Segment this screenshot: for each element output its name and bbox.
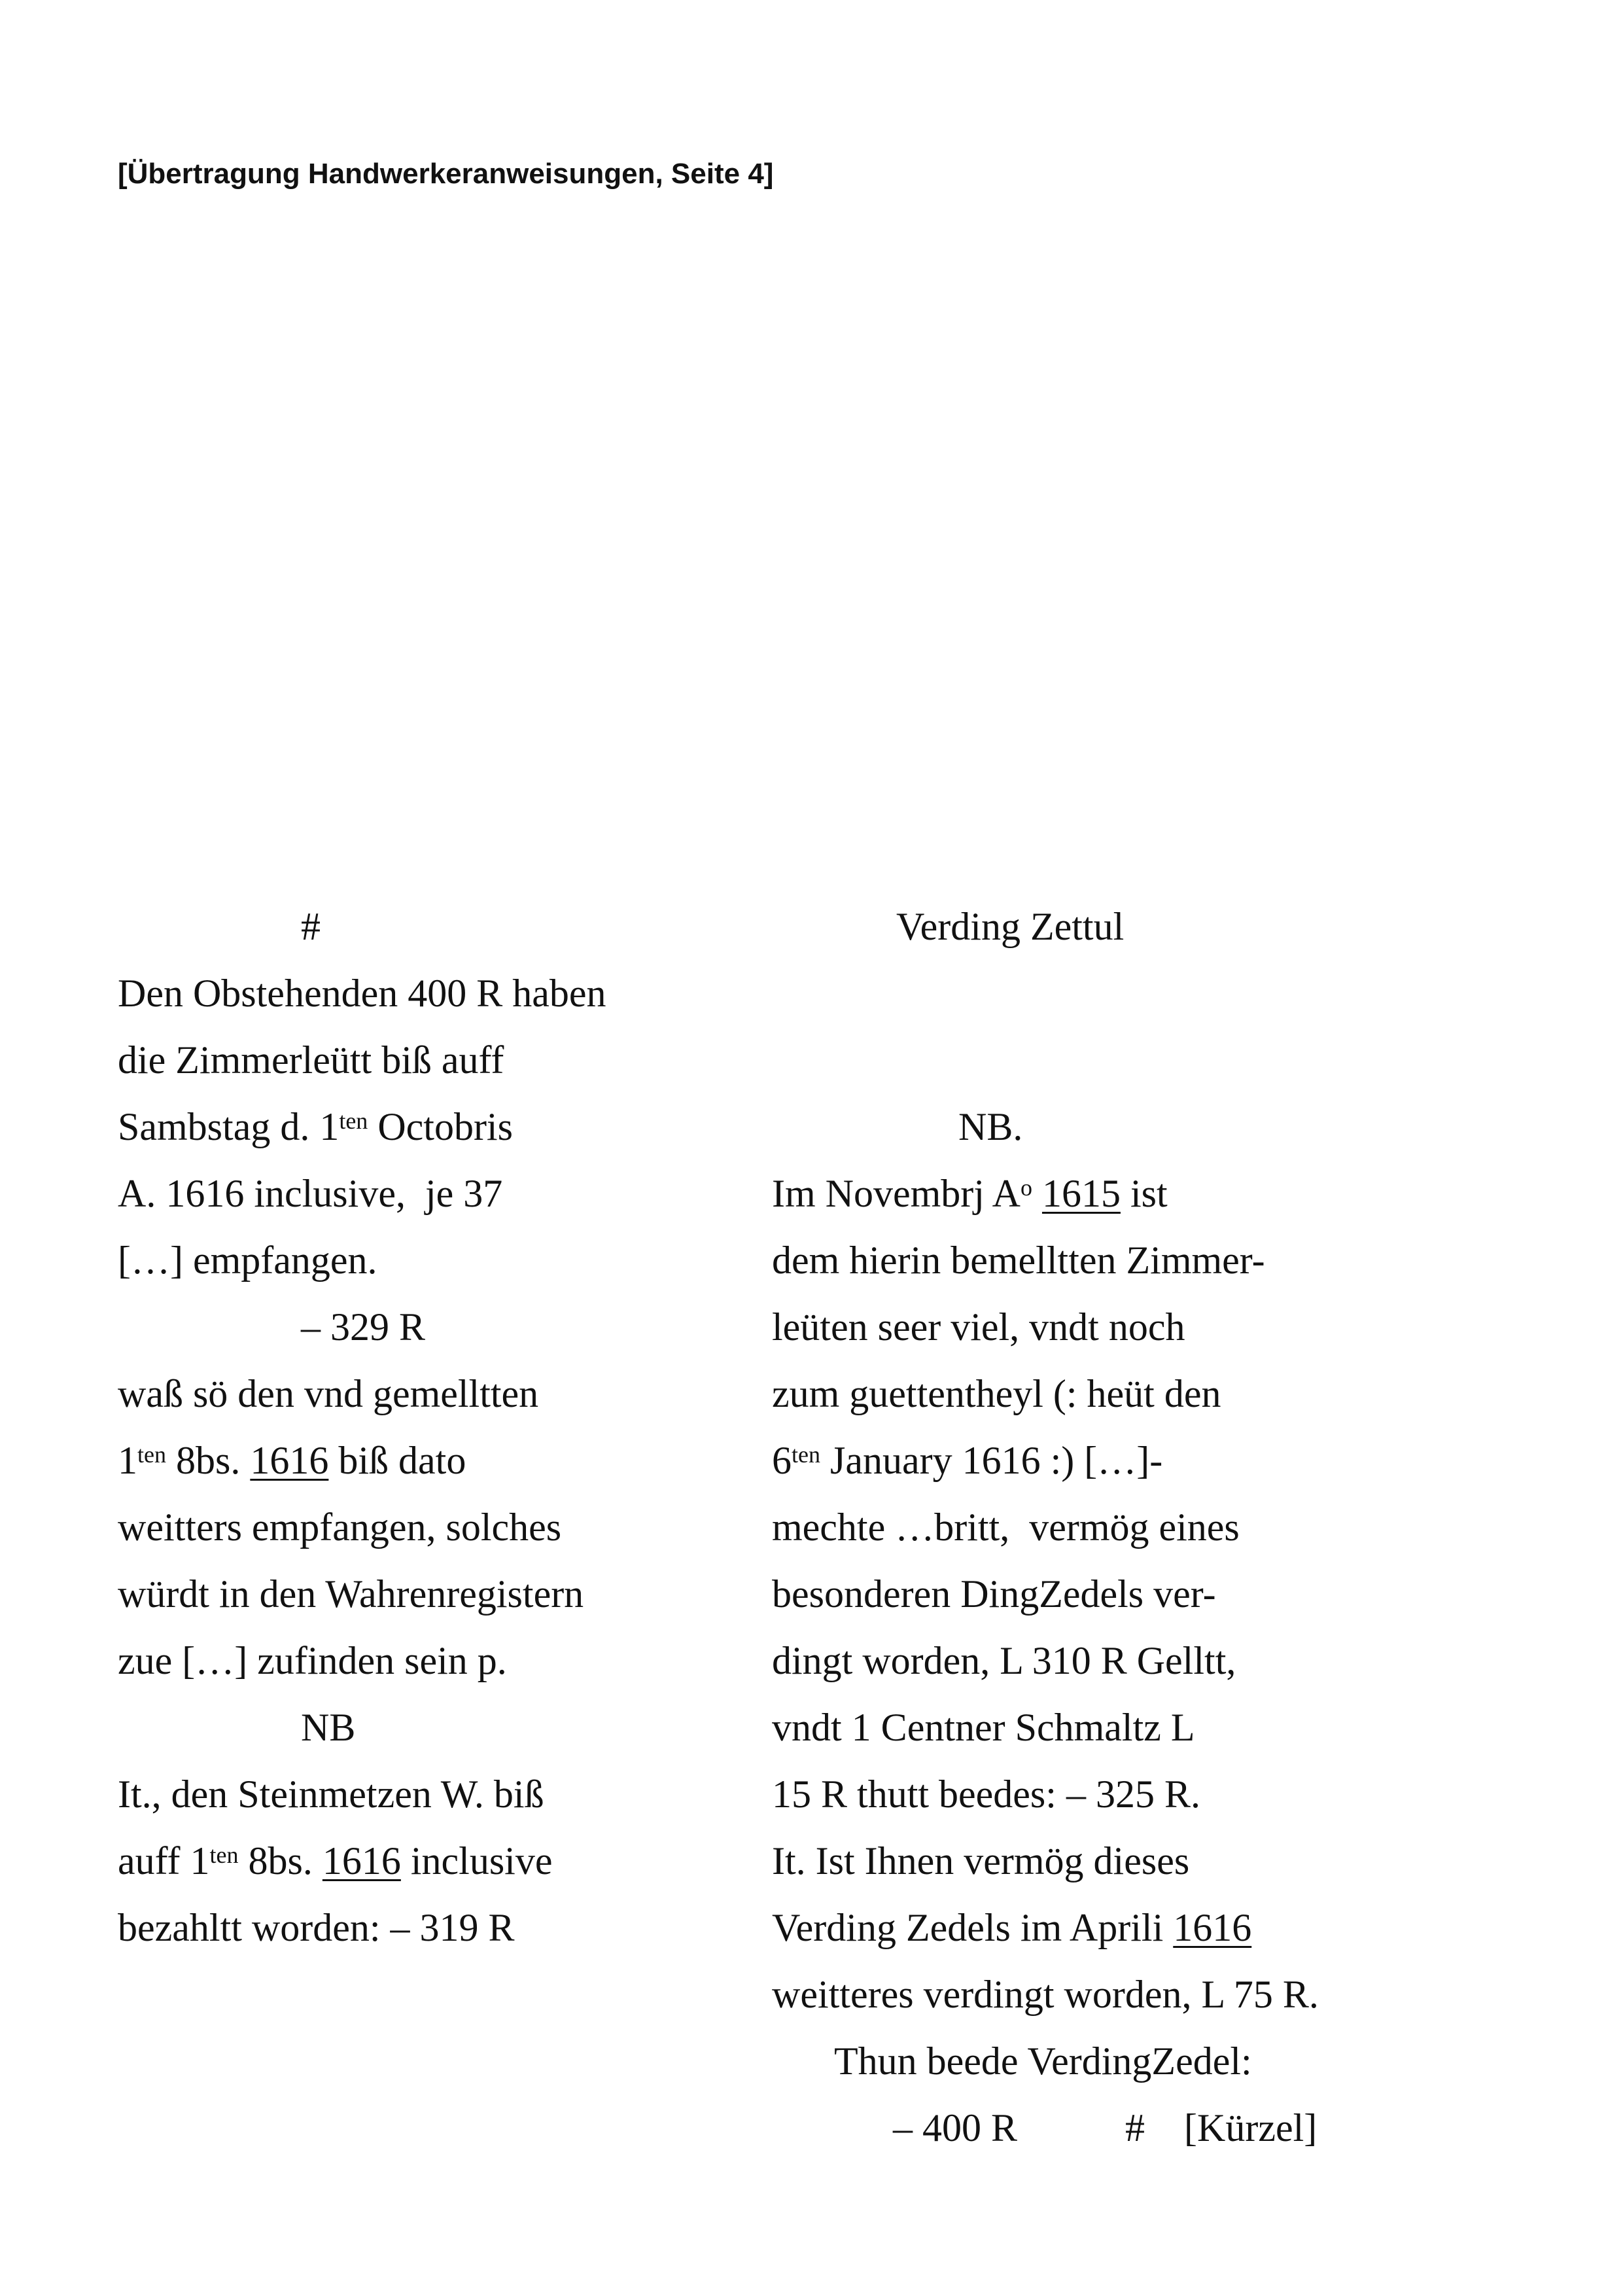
column-title: Verding Zettul <box>896 905 1125 948</box>
text-line: $6^{ten}$ January 1616 :) […]- <box>772 1439 1163 1482</box>
text-line: It. Ist Ihnen vermög dieses <box>772 1839 1190 1882</box>
blank-line <box>772 1027 1557 1093</box>
blank-line <box>772 960 1557 1027</box>
text-line: bezahltt worden: – 319 R <box>118 1906 515 1949</box>
text-line: A. 1616 inclusive, je 37 <box>118 1172 503 1215</box>
text-line: zue […] zufinden sein p. <box>118 1639 507 1682</box>
text-line: […] empfangen. <box>118 1239 377 1282</box>
text-line: Den Obstehenden 400 R haben <box>118 972 606 1015</box>
text-line: 15 R thutt beedes: – 325 R. <box>772 1773 1200 1816</box>
amount-line: – 329 R <box>301 1305 426 1349</box>
right-column <box>772 893 1557 2161</box>
text-line: besonderen DingZedels ver- <box>772 1572 1216 1616</box>
nb-note: NB <box>301 1706 356 1749</box>
text-line: dem hierin bemelltten Zimmer- <box>772 1239 1265 1282</box>
signature-mark: [Kürzel] <box>1184 2106 1318 2149</box>
text-line: vndt 1 Centner Schmaltz L <box>772 1706 1195 1749</box>
text-line: $1^{ten}$ 8bs. 1616 biß dato <box>118 1439 466 1482</box>
total-line <box>772 2094 1557 2161</box>
text-line: Im Novembrj $A^o$ 1615 ist <box>772 1172 1168 1215</box>
text-line: zum guettentheyl (: heüt den <box>772 1372 1221 1415</box>
hash-mark: # <box>1125 2106 1145 2149</box>
text-line: weitters empfangen, solches <box>118 1506 562 1549</box>
text-line: waß sö den vnd gemelltten <box>118 1372 539 1415</box>
left-column <box>118 893 772 1961</box>
text-line: weitteres verdingt worden, L 75 R. <box>772 1973 1319 2016</box>
total-amount: – 400 R <box>893 2106 1018 2149</box>
text-line: auff $1^{ten}$ 8bs. 1616 inclusive <box>118 1839 553 1882</box>
text-line: mechte …britt, vermög eines <box>772 1506 1240 1549</box>
text-line: würdt in den Wahrenregistern <box>118 1572 584 1616</box>
text-line: It., den Steinmetzen W. biß <box>118 1773 544 1816</box>
text-line: leüten seer viel, vndt noch <box>772 1305 1185 1349</box>
text-line: die Zimmerleütt biß auff <box>118 1038 504 1082</box>
summary-line: Thun beede VerdingZedel: <box>834 2040 1252 2083</box>
text-line: Verding Zedels im Aprili 1616 <box>772 1906 1252 1949</box>
text-line: dingt worden, L 310 R Gelltt, <box>772 1639 1236 1682</box>
page-header: [Übertragung Handwerkeranweisungen, Seite 4] <box>118 158 774 190</box>
nb-note: NB. <box>958 1105 1023 1148</box>
text-line: Sambstag d. $1^{ten}$ Octobris <box>118 1105 513 1148</box>
hash-mark: # <box>301 905 321 948</box>
